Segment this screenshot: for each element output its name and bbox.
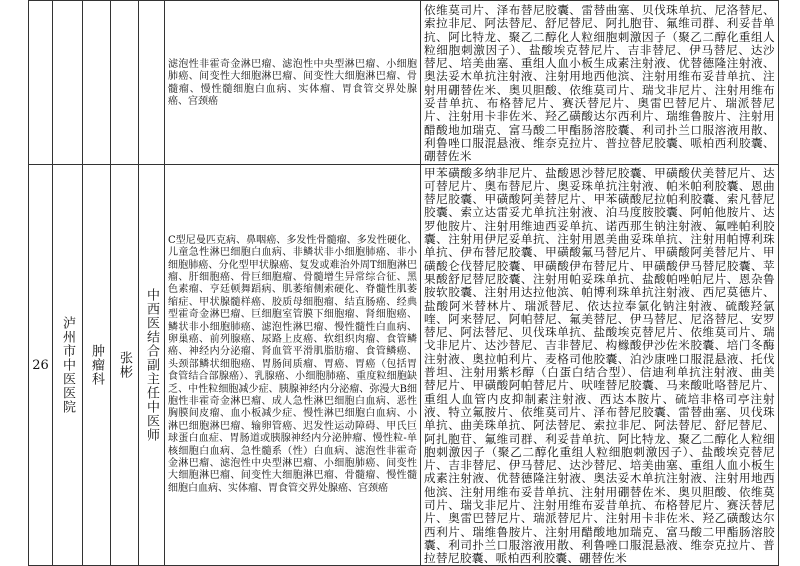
doctor-cell — [111, 164, 139, 566]
number-cell — [29, 1, 53, 165]
number-cell — [29, 164, 53, 566]
title-cell — [139, 164, 165, 566]
drugs-cell — [421, 164, 779, 566]
diseases-cell — [165, 1, 421, 165]
department-name: 肿瘤科 — [89, 344, 104, 387]
department-cell — [83, 164, 111, 566]
drugs-text: 依维莫司片、泽布替尼胶囊、雷替曲塞、贝伐珠单抗、尼洛替尼、索拉非尼、阿法替尼、舒尼替尼、阿扎胞苷、氟维司群、利妥昔单抗、阿比特龙、聚乙二醇化人粒细胞刺激因子（聚乙二醇化重组人粒细胞刺激因子）、盐酸埃克替尼片、吉非替尼、伊马替尼、达沙替尼、培美曲塞、重组人血小板生成素注射液、优替德隆注射液、奥法妥木单抗注射液、注射用地西他滨、注射用维布妥昔单抗、注射用硼替佐米、奥贝胆酸、依维莫司片、瑞戈非尼片、注射用维布妥昔单抗、布格替尼片、赛沃替尼片、奥雷巴替尼片、瑞派替尼片、注射用卡非佐米、羟乙磺酸达尔西利片、瑞维鲁胺片、注射用醋酸地加瑞克、富马酸二甲酯肠溶胶囊、利司扑兰口服溶液用散、利鲁唑口服混悬液、维奈克拉片、普拉替尼胶囊、哌柏西利胶囊、硼替佐米 — [424, 3, 775, 164]
table-row — [29, 1, 779, 165]
diseases-text: C型尼曼匹克病、鼻咽癌、多发性骨髓瘤、多发性硬化、儿童急性淋巴细胞白血病、非鳞状非小细胞肺癌、非小细胞肺癌、分化型甲状腺癌、复发或难治外周T细胞淋巴瘤、肝细胞癌、骨巨细胞瘤、骨髓增生异常综合征、黑色素瘤、亨廷顿舞蹈病、肌萎缩侧索硬化、脊髓性肌萎缩症、甲状腺髓样癌、胶质母细胞瘤、结直肠癌、经典型霍奇金淋巴瘤、巨细胞室管膜下细胞瘤、肾细胞癌、鳞状非小细胞肺癌、滤泡性淋巴瘤、慢性髓性白血病、卵巢癌、前列腺癌、尿路上皮癌、软组织肉瘤、食管鳞癌、神经内分泌瘤、肾血管平滑肌脂肪瘤、食管鳞癌、头颈部鳞状细胞癌、胃肠间质瘤、胃癌、胃癌（包括胃食管结合部腺癌）、乳腺癌、小细胞肺癌、重度粒细胞缺乏、中性粒细胞减少症、胰腺神经内分泌瘤、弥漫大B细胞性非霍奇金淋巴瘤、成人急性淋巴细胞白血病、恶性胸膜间皮瘤、血小板减少症、慢性淋巴细胞白血病、小淋巴细胞淋巴瘤、输卵管癌、迟发性运动障碍、甲氏巨球蛋白血症、胃肠道或胰腺神经内分泌肿瘤、慢性粒-单核细胞白血病、急性髓系（性）白血病、滤泡性非霍奇金淋巴瘤、滤泡性中央型淋巴瘤、小细胞肺癌、间变性大细胞淋巴瘤、间变性大细胞淋巴瘤、骨髓瘤、慢性髓细胞白血病、实体瘤、胃食管交界处腺癌、宫颈癌 — [168, 234, 417, 494]
row-number: 26 — [32, 357, 49, 373]
diseases-cell — [165, 164, 421, 566]
drugs-cell — [421, 1, 779, 165]
table-row — [29, 164, 779, 566]
doctor-cell — [111, 1, 139, 165]
hospital-cell — [53, 164, 83, 566]
title-cell — [139, 1, 165, 165]
drugs-text: 甲苯磺酸多纳非尼片、盐酸恩沙替尼胶囊、甲磺酸伏美替尼片、达可替尼片、奥布替尼片、奥妥珠单抗注射液、帕米帕利胶囊、恩曲替尼胶囊、甲磺酸阿美替尼片、甲苯磺酸尼拉帕利胶囊、索凡替尼胶囊、索立达雷妥尤单抗注射液、泊马度胺胶囊、阿帕他胺片、达罗他胺片、注射用维迪西妥单抗、诺西那生钠注射液、氟唑帕利胶囊、注射用伊尼妥单抗、注射用恩美曲妥珠单抗、注射用帕博利珠单抗、伊布替尼胶囊、甲磺酸氟马替尼片、甲磺酸阿美替尼片、甲磺酸仑伐替尼胶囊、甲磺酸伊布替尼片、甲磺酸伊马替尼胶囊、苹果酸舒尼替尼胶囊、注射用帕妥珠单抗、盐酸帕唑帕尼片、恩杂鲁胺软胶囊、注射用达拉他滨、帕博利珠单抗注射液、西尼莫德片、盐酸阿米替林片、瑞派替尼、依达拉奉氯化钠注射液、硫酸羟氯喹、阿来替尼、阿帕替尼、氟美替尼、伊马替尼、尼洛替尼、安罗替尼、阿法替尼、贝伐珠单抗、盐酸埃克替尼片、依维莫司片、瑞戈非尼片、达沙替尼、吉非替尼、构橼酸伊沙佐米胶囊、培门冬酶注射液、奥拉帕利片、麦格司他胶囊、泊沙康唑口服混悬液、托伐普坦、注射用紫杉醇（白蛋白结合型）、信迪利单抗注射液、曲美替尼片、甲磺酸阿帕替尼片、吠喹替尼胶囊、马来酸吡咯替尼片、重组人血管内皮抑制素注射液、西达本胺片、硫培非格司亭注射液、特立氟胺片、依维莫司片、泽布替尼胶囊、雷替曲塞、贝伐珠单抗、曲美珠单抗、阿法替尼、索拉非尼、阿法替尼、舒尼替尼、阿扎胞苷、氟维司群、利妥昔单抗、阿比特龙、聚乙二醇化人粒细胞刺激因子（聚乙二醇化重组人粒细胞刺激因子）、盐酸埃克替尼片、吉非替尼、伊马替尼、达沙替尼、培美曲塞、重组人血小板生成素注射液、优替德隆注射液、奥法妥木单抗注射液、注射用地西他滨、注射用维布妥昔单抗、注射用硼替佐米、奥贝胆酸、依维莫司片、瑞戈非尼片、注射用维布妥昔单抗、布格替尼片、赛沃替尼片、奥雷巴替尼片、瑞派替尼片、注射用卡非佐米、羟乙磺酸达尔西利片、瑞维鲁胺片、注射用醋酸地加瑞克、富马酸二甲酯肠溶胶囊、利司扑兰口服溶液用散、利鲁唑口服混悬液、维奈克拉片、普拉替尼胶囊、哌柏西利胶囊、硼替佐米 — [424, 165, 775, 566]
hospital-cell — [53, 1, 83, 165]
drug-list-table — [28, 0, 779, 566]
department-cell — [83, 1, 111, 165]
doctor-name: 张彬 — [117, 351, 132, 380]
diseases-text: 滤泡性非霍奇金淋巴瘤、滤泡性中央型淋巴瘤、小细胞肺癌、间变性大细胞淋巴瘤、间变性大细胞淋巴瘤、骨髓瘤、慢性髓细胞白血病、实体瘤、胃食管交界处腺癌、宫颈癌 — [168, 58, 417, 108]
hospital-name: 泸州市中医医院 — [60, 316, 75, 415]
doctor-title: 中西医结合副主任中医师 — [144, 288, 159, 443]
